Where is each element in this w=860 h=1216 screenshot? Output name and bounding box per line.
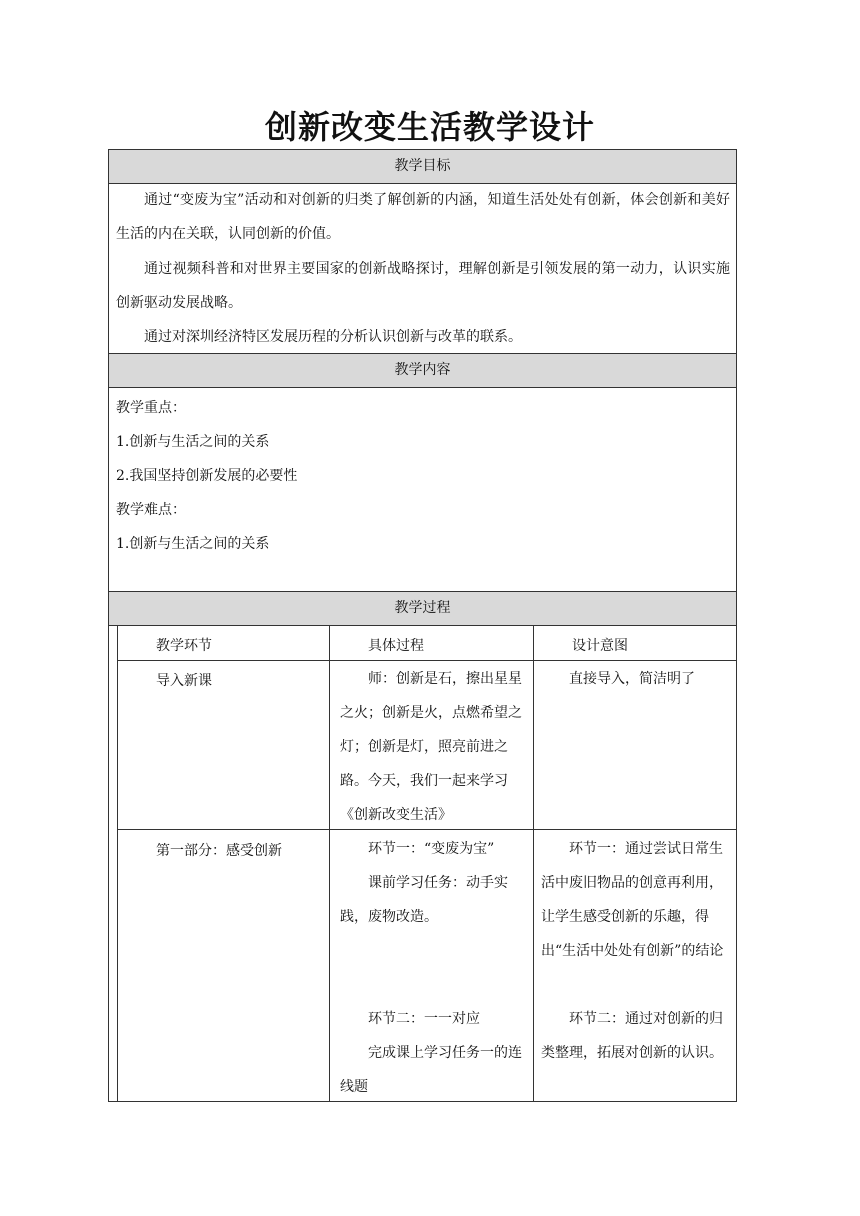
intent-cell: 环节一：通过尝试日常生活中废旧物品的创意再利用，让学生感受创新的乐趣，得出“生活中处处有创新”的结论	[541, 841, 724, 959]
objectives-header: 教学目标	[108, 149, 737, 184]
row-divider	[117, 660, 737, 661]
objective-paragraph: 通过对深圳经济特区发展历程的分析认识创新与改革的联系。	[144, 329, 522, 345]
process-cell: 完成课上学习任务一的连线题	[340, 1045, 522, 1095]
process-cell: 环节二：一一对应	[368, 1011, 480, 1027]
column-divider	[329, 626, 330, 1102]
intent-cell: 直接导入，简洁明了	[569, 671, 695, 687]
intent-cell: 环节二：通过对创新的归类整理，拓展对创新的认识。	[541, 1011, 723, 1061]
objective-paragraph: 通过视频科普和对世界主要国家的创新战略探讨，理解创新是引领发展的第一动力，认识实施创新驱动发展战略。	[116, 261, 730, 311]
column-header-process: 具体过程	[368, 638, 424, 654]
content-line: 教学重点：	[116, 400, 186, 416]
page-title: 创新改变生活教学设计	[264, 108, 595, 146]
stage-cell: 导入新课	[156, 673, 212, 689]
process-cell: 课前学习任务：动手实践，废物改造。	[340, 875, 508, 925]
content-line: 1.创新与生活之间的关系	[116, 536, 270, 552]
process-header: 教学过程	[108, 591, 737, 626]
column-divider	[533, 626, 534, 1102]
process-cell: 师：创新是石，擦出星星之火；创新是火，点燃希望之灯；创新是灯，照亮前进之路。今天，我们一起来学习《创新改变生活》	[340, 671, 522, 823]
content-line: 2.我国坚持创新发展的必要性	[116, 468, 298, 484]
content-line: 教学难点：	[116, 502, 186, 518]
objective-paragraph: 通过“变废为宝”活动和对创新的归类了解创新的内涵，知道生活处处有创新，体会创新和美好生活的内在关联，认同创新的价值。	[116, 192, 730, 242]
process-cell: 环节一：“变废为宝”	[368, 841, 495, 857]
inner-left-border	[117, 626, 118, 1102]
content-line: 1.创新与生活之间的关系	[116, 434, 270, 450]
column-header-stage: 教学环节	[156, 638, 212, 654]
column-header-intent: 设计意图	[572, 638, 628, 654]
stage-cell: 第一部分：感受创新	[156, 843, 282, 859]
content-header: 教学内容	[108, 353, 737, 388]
